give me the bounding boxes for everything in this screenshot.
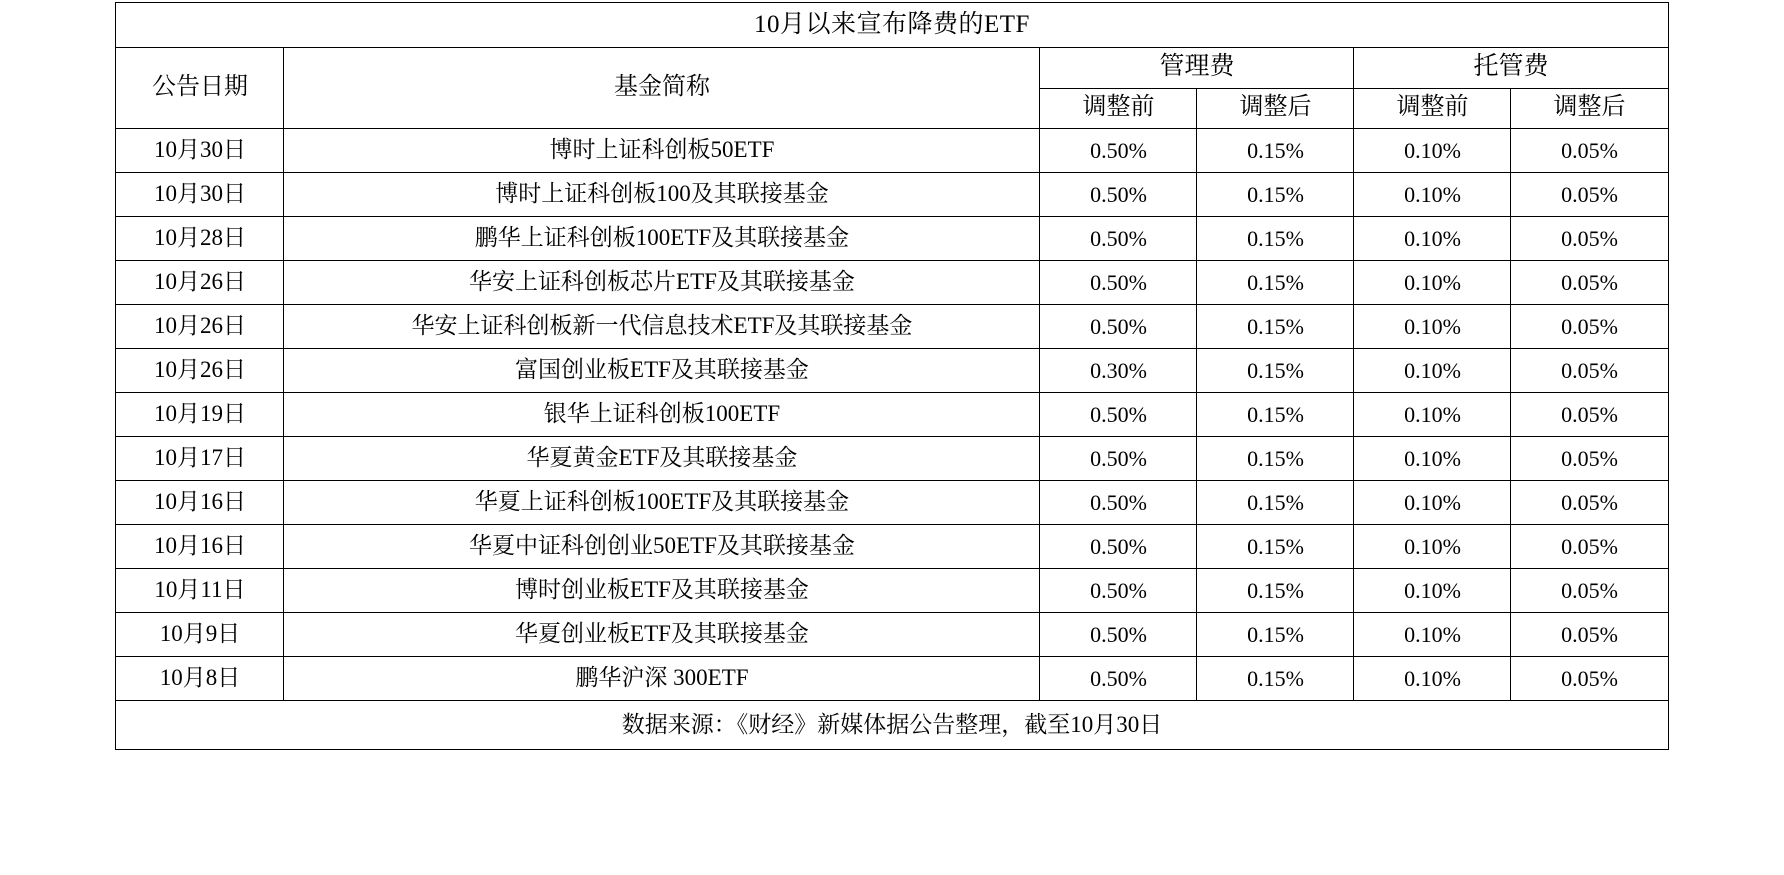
cell-management-before: 0.50% bbox=[1040, 481, 1197, 525]
cell-custody-before: 0.10% bbox=[1354, 613, 1511, 657]
cell-custody-before: 0.10% bbox=[1354, 217, 1511, 261]
cell-fund-name: 博时上证科创板50ETF bbox=[284, 129, 1040, 173]
cell-date: 10月26日 bbox=[116, 349, 284, 393]
cell-management-after: 0.15% bbox=[1197, 657, 1354, 701]
cell-management-before: 0.30% bbox=[1040, 349, 1197, 393]
cell-fund-name: 华安上证科创板芯片ETF及其联接基金 bbox=[284, 261, 1040, 305]
column-header-fund-name: 基金简称 bbox=[284, 48, 1040, 129]
cell-fund-name: 博时创业板ETF及其联接基金 bbox=[284, 569, 1040, 613]
cell-custody-after: 0.05% bbox=[1511, 173, 1668, 217]
cell-custody-after: 0.05% bbox=[1511, 393, 1668, 437]
cell-management-before: 0.50% bbox=[1040, 657, 1197, 701]
cell-fund-name: 华夏黄金ETF及其联接基金 bbox=[284, 437, 1040, 481]
cell-custody-before: 0.10% bbox=[1354, 129, 1511, 173]
cell-management-after: 0.15% bbox=[1197, 613, 1354, 657]
cell-management-before: 0.50% bbox=[1040, 437, 1197, 481]
cell-fund-name: 华夏创业板ETF及其联接基金 bbox=[284, 613, 1040, 657]
table-row bbox=[116, 569, 1668, 613]
cell-custody-before: 0.10% bbox=[1354, 261, 1511, 305]
cell-management-after: 0.15% bbox=[1197, 129, 1354, 173]
cell-date: 10月8日 bbox=[116, 657, 284, 701]
source-row bbox=[116, 701, 1668, 750]
table-row bbox=[116, 217, 1668, 261]
table-row bbox=[116, 657, 1668, 701]
table-row bbox=[116, 305, 1668, 349]
cell-management-after: 0.15% bbox=[1197, 261, 1354, 305]
cell-management-before: 0.50% bbox=[1040, 393, 1197, 437]
cell-custody-before: 0.10% bbox=[1354, 481, 1511, 525]
page-title: 10月以来宣布降费的ETF bbox=[116, 3, 1668, 48]
cell-date: 10月26日 bbox=[116, 261, 284, 305]
table-row bbox=[116, 481, 1668, 525]
cell-custody-after: 0.05% bbox=[1511, 129, 1668, 173]
cell-date: 10月17日 bbox=[116, 437, 284, 481]
cell-fund-name: 鹏华沪深 300ETF bbox=[284, 657, 1040, 701]
cell-management-before: 0.50% bbox=[1040, 305, 1197, 349]
column-header-management-after: 调整后 bbox=[1197, 88, 1354, 129]
cell-custody-before: 0.10% bbox=[1354, 393, 1511, 437]
column-header-date: 公告日期 bbox=[116, 48, 284, 129]
title-row bbox=[116, 3, 1668, 48]
cell-custody-before: 0.10% bbox=[1354, 525, 1511, 569]
cell-custody-after: 0.05% bbox=[1511, 261, 1668, 305]
cell-management-after: 0.15% bbox=[1197, 173, 1354, 217]
cell-date: 10月28日 bbox=[116, 217, 284, 261]
cell-fund-name: 富国创业板ETF及其联接基金 bbox=[284, 349, 1040, 393]
cell-date: 10月11日 bbox=[116, 569, 284, 613]
cell-date: 10月30日 bbox=[116, 173, 284, 217]
table-row bbox=[116, 525, 1668, 569]
cell-management-after: 0.15% bbox=[1197, 437, 1354, 481]
etf-fee-reduction-table bbox=[115, 2, 1668, 750]
cell-date: 10月30日 bbox=[116, 129, 284, 173]
column-header-management-before: 调整前 bbox=[1040, 88, 1197, 129]
cell-custody-after: 0.05% bbox=[1511, 481, 1668, 525]
cell-custody-after: 0.05% bbox=[1511, 569, 1668, 613]
cell-fund-name: 博时上证科创板100及其联接基金 bbox=[284, 173, 1040, 217]
table-row bbox=[116, 173, 1668, 217]
source-note: 数据来源：《财经》新媒体据公告整理，截至10月30日 bbox=[116, 701, 1668, 750]
cell-management-after: 0.15% bbox=[1197, 305, 1354, 349]
cell-date: 10月9日 bbox=[116, 613, 284, 657]
table-row bbox=[116, 261, 1668, 305]
cell-management-after: 0.15% bbox=[1197, 481, 1354, 525]
table-row bbox=[116, 129, 1668, 173]
cell-management-after: 0.15% bbox=[1197, 349, 1354, 393]
cell-date: 10月19日 bbox=[116, 393, 284, 437]
cell-management-after: 0.15% bbox=[1197, 525, 1354, 569]
cell-custody-before: 0.10% bbox=[1354, 569, 1511, 613]
cell-management-before: 0.50% bbox=[1040, 129, 1197, 173]
header-row-groups bbox=[116, 48, 1668, 89]
cell-management-after: 0.15% bbox=[1197, 569, 1354, 613]
cell-custody-after: 0.05% bbox=[1511, 657, 1668, 701]
column-group-management-fee: 管理费 bbox=[1040, 48, 1354, 89]
table-row bbox=[116, 393, 1668, 437]
column-header-custody-before: 调整前 bbox=[1354, 88, 1511, 129]
cell-date: 10月16日 bbox=[116, 481, 284, 525]
cell-custody-before: 0.10% bbox=[1354, 437, 1511, 481]
table-row bbox=[116, 613, 1668, 657]
cell-fund-name: 鹏华上证科创板100ETF及其联接基金 bbox=[284, 217, 1040, 261]
cell-management-before: 0.50% bbox=[1040, 261, 1197, 305]
cell-custody-before: 0.10% bbox=[1354, 305, 1511, 349]
cell-management-before: 0.50% bbox=[1040, 217, 1197, 261]
table-body bbox=[116, 129, 1668, 750]
cell-date: 10月26日 bbox=[116, 305, 284, 349]
cell-custody-after: 0.05% bbox=[1511, 305, 1668, 349]
table-header bbox=[116, 3, 1668, 129]
cell-custody-after: 0.05% bbox=[1511, 349, 1668, 393]
cell-custody-after: 0.05% bbox=[1511, 613, 1668, 657]
cell-fund-name: 华夏中证科创创业50ETF及其联接基金 bbox=[284, 525, 1040, 569]
cell-custody-before: 0.10% bbox=[1354, 349, 1511, 393]
cell-management-before: 0.50% bbox=[1040, 613, 1197, 657]
cell-custody-after: 0.05% bbox=[1511, 525, 1668, 569]
table-row bbox=[116, 437, 1668, 481]
cell-date: 10月16日 bbox=[116, 525, 284, 569]
cell-fund-name: 华安上证科创板新一代信息技术ETF及其联接基金 bbox=[284, 305, 1040, 349]
column-header-custody-after: 调整后 bbox=[1511, 88, 1668, 129]
cell-management-after: 0.15% bbox=[1197, 217, 1354, 261]
table-row bbox=[116, 349, 1668, 393]
cell-management-before: 0.50% bbox=[1040, 569, 1197, 613]
cell-fund-name: 银华上证科创板100ETF bbox=[284, 393, 1040, 437]
cell-custody-before: 0.10% bbox=[1354, 173, 1511, 217]
cell-management-before: 0.50% bbox=[1040, 525, 1197, 569]
cell-management-after: 0.15% bbox=[1197, 393, 1354, 437]
cell-custody-before: 0.10% bbox=[1354, 657, 1511, 701]
cell-custody-after: 0.05% bbox=[1511, 217, 1668, 261]
cell-fund-name: 华夏上证科创板100ETF及其联接基金 bbox=[284, 481, 1040, 525]
cell-custody-after: 0.05% bbox=[1511, 437, 1668, 481]
column-group-custody-fee: 托管费 bbox=[1354, 48, 1668, 89]
cell-management-before: 0.50% bbox=[1040, 173, 1197, 217]
